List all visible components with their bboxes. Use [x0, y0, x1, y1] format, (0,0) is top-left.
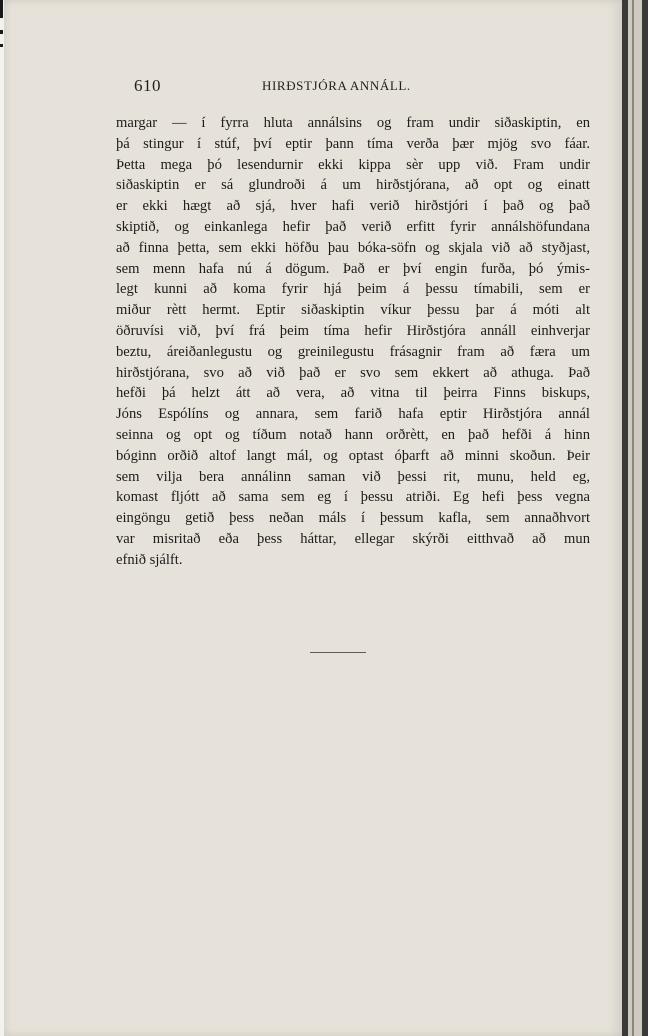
text-line: legt kunni að koma fyrir hjá þeim á þessu tímabili, sem er — [116, 281, 590, 298]
text-line: komast fljótt að sama sem eg í þessu atriði. Eg hefi þess vegna — [116, 489, 590, 506]
text-line: beztu, áreiðanlegustu og greinilegustu frásagnir fram að færa um — [116, 343, 590, 360]
text-line: þá stingur í stúf, því eptir þann tíma verða þær mjög svo fáar. — [116, 135, 590, 152]
section-divider — [310, 652, 366, 653]
page-edge-line — [632, 0, 634, 1036]
page-number: 610 — [134, 76, 161, 95]
text-line: Þetta mega þó lesendurnir ekki kippa sèr upp við. Fram undir — [116, 156, 590, 173]
binding-mark — [0, 30, 3, 34]
text-line: sem vilja bera annálinn saman við þessi rit, munu, held eg, — [116, 468, 590, 485]
text-line: Jóns Espólíns og annara, sem farið hafa eptir Hirðstjóra annál — [116, 406, 590, 423]
binding-mark — [0, 0, 3, 18]
page-edge-band — [628, 0, 642, 1036]
text-line: eingöngu getið þess neðan máls í þessum kafla, sem annaðhvort — [116, 510, 590, 527]
text-line: hefði þá helzt átt að vera, að vitna til þeirra Finns biskups, — [116, 385, 590, 402]
text-line: margar — í fyrra hluta annálsins og fram undir siðaskiptin, en — [116, 115, 590, 131]
text-line: siðaskiptin er sá glundroði á um hirðstjórana, að opt og einatt — [116, 177, 590, 194]
text-line: er ekki hægt að sjá, hver hafi verið hirðstjóri í það og það — [116, 198, 590, 215]
body-paragraph — [116, 113, 590, 571]
page-right-edge — [622, 0, 648, 1036]
text-line: miður rètt hermt. Eptir siðaskiptin víkur þessu þar á móti alt — [116, 302, 590, 319]
text-line: skiptið, og einkanlega hefir það verið erfitt fyrir annálshöfundana — [116, 218, 590, 235]
text-line: var misritað eða þess háttar, ellegar skýrði eitthvað að mun — [116, 530, 590, 547]
text-line: sem menn hafa nú á dögum. Það er því engin furða, þó ýmis- — [116, 260, 590, 277]
text-line: bóginn orðið altof langt mál, og optast óþarft að minni skoðun. Þeir — [116, 447, 590, 464]
text-line: öðruvísi við, því frá þeim tíma hefir Hirðstjóra annáll einhverjar — [116, 322, 590, 339]
text-line: efnið sjálft. — [116, 551, 183, 568]
running-title: HIRÐSTJÓRA ANNÁLL. — [262, 78, 411, 93]
binding-mark — [0, 44, 3, 47]
text-line: hirðstjórana, svo að við það er svo sem ekkert að athuga. Það — [116, 364, 590, 381]
text-line: seinna og opt og tíðum notað hann orðrètt, en það hefði á hinn — [116, 426, 590, 443]
page-header — [4, 76, 622, 100]
book-page — [4, 0, 622, 1036]
text-line: að finna þetta, sem ekki höfðu þau bóka-söfn og skjala við að styðjast, — [116, 239, 590, 256]
